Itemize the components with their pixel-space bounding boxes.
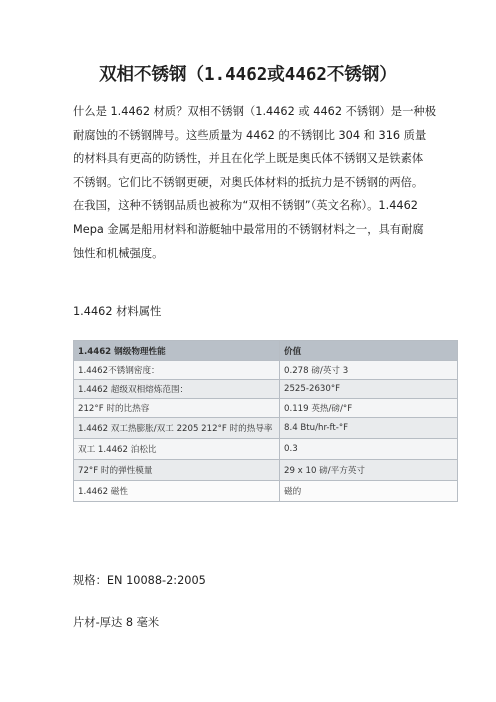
table-cell-value: 2525-2630°F [280, 380, 458, 399]
intro-line: 蚀性和机械强度。 [73, 246, 164, 260]
table-row [74, 399, 458, 418]
table-cell-property: 1.4462不锈钢密度： [74, 361, 280, 380]
intro-line: Mepa 金属是船用材料和游艇轴中最常用的不锈钢材料之一，具有耐腐 [73, 222, 424, 236]
table-row [74, 380, 458, 399]
intro-line: 什么是 1.4462 材质？双相不锈钢（1.4462 或 4462 不锈钢）是一种极 [73, 105, 436, 118]
properties-table [73, 340, 458, 502]
table-header-property: 1.4462 钢级物理性能 [74, 341, 280, 361]
table-cell-property: 212°F 时的比热容 [74, 399, 280, 418]
table-cell-property: 1.4462 磁性 [74, 481, 280, 502]
table-cell-property: 双工 1.4462 泊松比 [74, 439, 280, 460]
table-cell-value: 0.3 [280, 439, 458, 460]
table-row [74, 361, 458, 380]
table-header-value: 价值 [280, 341, 458, 361]
section-heading: 1.4462 材料属性 [73, 305, 162, 318]
table-cell-property: 1.4462 双工热膨胀/双工 2205 212°F 时的热导率 [74, 418, 280, 439]
table-cell-value: 0.278 磅/英寸 3 [280, 361, 458, 380]
table-row [74, 460, 458, 481]
intro-line: 耐腐蚀的不锈钢牌号。这些质量为 4462 的不锈钢比 304 和 316 质量 [73, 128, 427, 142]
table-header-row [74, 341, 458, 361]
sheet-thickness-line: 片材-厚达 8 毫米 [73, 616, 160, 629]
intro-line: 的材料具有更高的防锈性，并且在化学上既是奥氏体不锈钢又是铁素体 [73, 152, 424, 166]
table-cell-value: 磁的 [280, 481, 458, 502]
table-cell-value: 0.119 英热/磅/°F [280, 399, 458, 418]
intro-line: 不锈钢。它们比不锈钢更硬，对奥氏体材料的抵抗力是不锈钢的两倍。 [73, 175, 424, 189]
specification-line: 规格：EN 10088-2:2005 [73, 574, 206, 587]
table-cell-property: 1.4462 超级双相熔炼范围： [74, 380, 280, 399]
document-title: 双相不锈钢（1.4462或4462不锈钢） [99, 65, 397, 85]
intro-paragraph [73, 100, 465, 265]
table-row [74, 439, 458, 460]
table-cell-property: 72°F 时的弹性模量 [74, 460, 280, 481]
intro-line: 在我国，这种不锈钢品质也被称为“双相不锈钢”（英文名称）。1.4462 [73, 199, 418, 213]
table-row [74, 418, 458, 439]
table-cell-value: 29 x 10 磅/平方英寸 [280, 460, 458, 481]
table-row [74, 481, 458, 502]
table-cell-value: 8.4 Btu/hr-ft-°F [280, 418, 458, 439]
